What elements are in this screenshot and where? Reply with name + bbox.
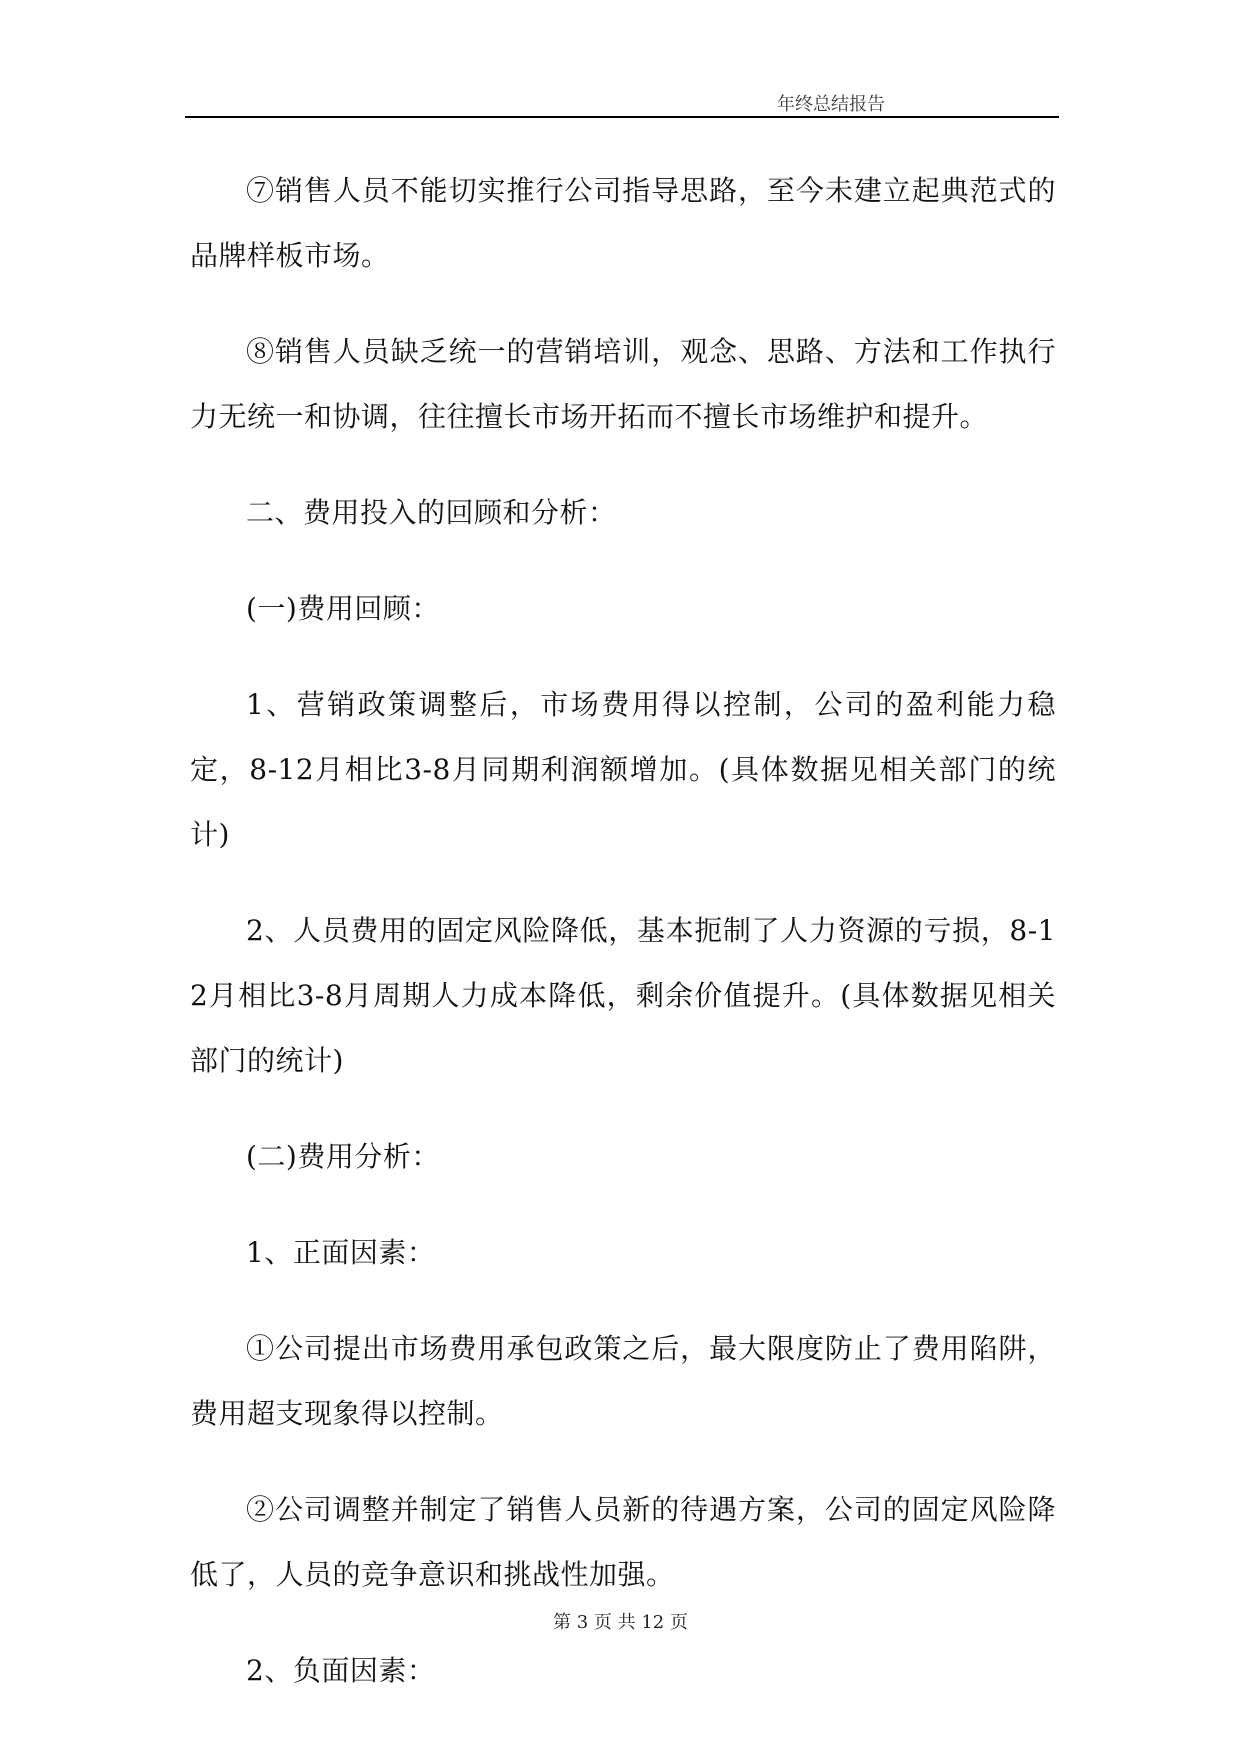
page-header xyxy=(185,84,1059,118)
page-number: 第 3 页 共 12 页 xyxy=(553,1612,688,1633)
heading-positive-factors: 1、正面因素： xyxy=(246,1236,436,1269)
subsection-heading-cost-analysis: (二)费用分析： xyxy=(246,1140,440,1173)
paragraph-positive-2: ②公司调整并制定了销售人员新的待遇方案，公司的固定风险降低了，人员的竞争意识和挑战性加强。 xyxy=(190,1493,1056,1591)
paragraph-cost-review-2: 2、人员费用的固定风险降低，基本扼制了人力资源的亏损，8-12月相比3-8月周期人力成本降低，剩余价值提升。(具体数据见相关部门的统计) xyxy=(190,914,1056,1077)
document-body xyxy=(190,158,1056,1734)
paragraph-item-8: ⑧销售人员缺乏统一的营销培训，观念、思路、方法和工作执行力无统一和协调，往往擅长市场开拓而不擅长市场维护和提升。 xyxy=(190,335,1056,433)
paragraph-cost-review-1: 1、营销政策调整后，市场费用得以控制，公司的盈利能力稳定，8-12月相比3-8月同期利润额增加。(具体数据见相关部门的统计) xyxy=(190,688,1056,851)
header-title: 年终总结报告 xyxy=(777,94,885,115)
subsection-heading-cost-review: (一)费用回顾： xyxy=(246,592,440,625)
paragraph-positive-1: ①公司提出市场费用承包政策之后，最大限度防止了费用陷阱，费用超支现象得以控制。 xyxy=(190,1332,1056,1430)
section-heading-expense-review: 二、费用投入的回顾和分析： xyxy=(246,496,617,529)
paragraph-item-7: ⑦销售人员不能切实推行公司指导思路，至今未建立起典范式的品牌样板市场。 xyxy=(190,174,1056,272)
heading-negative-factors: 2、负面因素： xyxy=(246,1654,436,1687)
